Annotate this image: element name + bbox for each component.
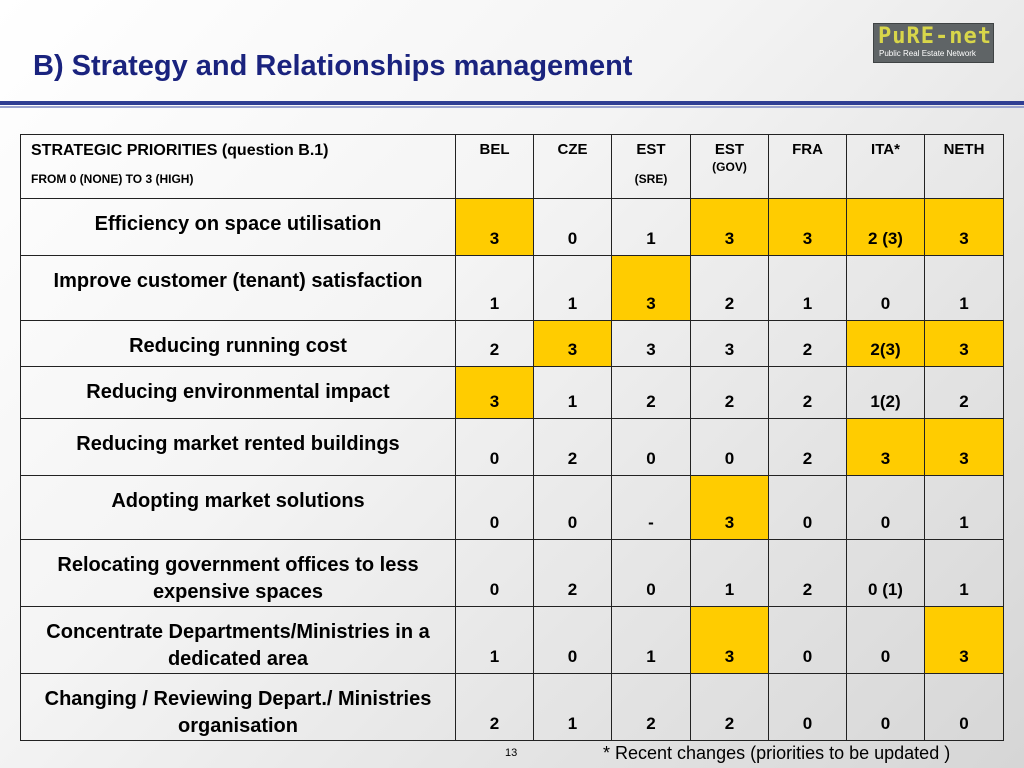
row-label: Reducing running cost: [21, 321, 456, 367]
value-cell: 2: [456, 321, 534, 367]
value-cell: 3: [534, 321, 612, 367]
value-cell: 1: [925, 476, 1004, 540]
value-cell: -: [612, 476, 691, 540]
row-label: Concentrate Departments/Ministries in a dedicated area: [21, 607, 456, 674]
value-cell: 3: [612, 321, 691, 367]
value-cell: 0: [612, 419, 691, 476]
value-cell: 0: [847, 256, 925, 321]
value-cell: 1: [925, 540, 1004, 607]
page-title: B) Strategy and Relationships management: [33, 50, 633, 82]
value-cell: 3: [691, 199, 769, 256]
value-cell: 1: [534, 256, 612, 321]
value-cell: 2: [456, 674, 534, 741]
col-header-label: BEL: [479, 141, 510, 158]
value-cell: 1: [612, 607, 691, 674]
value-cell: 2: [534, 419, 612, 476]
col-header-neth: [925, 135, 1004, 199]
priorities-table: [20, 134, 1004, 741]
value-cell: 0: [769, 674, 847, 741]
value-cell: 0: [612, 540, 691, 607]
value-cell: 2: [769, 540, 847, 607]
table-row: [21, 256, 1004, 321]
col-header-label: FRA: [792, 141, 823, 158]
col-header-fra: [769, 135, 847, 199]
value-cell: 2 (3): [847, 199, 925, 256]
value-cell: 3: [925, 199, 1004, 256]
row-label: Efficiency on space utilisation: [21, 199, 456, 256]
value-cell: 3: [691, 321, 769, 367]
value-cell: 3: [456, 367, 534, 419]
table-row: [21, 419, 1004, 476]
header-subtitle: FROM 0 (NONE) TO 3 (HIGH): [31, 172, 194, 186]
value-cell: 2: [769, 321, 847, 367]
col-header-sub: (SRE): [634, 172, 668, 186]
col-header-label: EST: [714, 141, 745, 158]
page-number: 13: [505, 747, 518, 759]
value-cell: 2(3): [847, 321, 925, 367]
col-header-est-sre: [612, 135, 691, 199]
table-row: [21, 321, 1004, 367]
value-cell: 1: [534, 367, 612, 419]
value-cell: 0: [456, 540, 534, 607]
value-cell: 0: [534, 607, 612, 674]
col-header-bel: [456, 135, 534, 199]
value-cell: 0 (1): [847, 540, 925, 607]
table-row: [21, 674, 1004, 741]
col-header-est-gov: [691, 135, 769, 199]
footnote: * Recent changes (priorities to be updated ): [603, 743, 951, 763]
value-cell: 3: [847, 419, 925, 476]
value-cell: 3: [769, 199, 847, 256]
value-cell: 2: [925, 367, 1004, 419]
value-cell: 2: [612, 367, 691, 419]
value-cell: 0: [534, 476, 612, 540]
logo-subtitle: Public Real Estate Network: [879, 49, 976, 58]
col-header-cze: [534, 135, 612, 199]
value-cell: 3: [691, 476, 769, 540]
table-row: [21, 476, 1004, 540]
col-header-sub: (GOV): [712, 160, 747, 174]
value-cell: 3: [925, 419, 1004, 476]
value-cell: 0: [769, 476, 847, 540]
value-cell: 3: [925, 607, 1004, 674]
title-rule: [0, 101, 1024, 105]
value-cell: 2: [691, 674, 769, 741]
value-cell: 1: [925, 256, 1004, 321]
col-header-label: NETH: [943, 141, 985, 158]
value-cell: 0: [847, 476, 925, 540]
col-header-label: ITA*: [871, 141, 900, 158]
value-cell: 0: [456, 419, 534, 476]
header-row: [21, 135, 1004, 199]
value-cell: 0: [847, 607, 925, 674]
table-row: [21, 367, 1004, 419]
value-cell: 0: [456, 476, 534, 540]
logo-text: PuRE-net: [878, 24, 992, 49]
value-cell: 1: [456, 607, 534, 674]
row-label: Improve customer (tenant) satisfaction: [21, 256, 456, 321]
value-cell: 0: [691, 419, 769, 476]
table-row: [21, 199, 1004, 256]
value-cell: 2: [769, 367, 847, 419]
col-header-label: CZE: [557, 141, 588, 158]
value-cell: 0: [769, 607, 847, 674]
value-cell: 1(2): [847, 367, 925, 419]
header-title: STRATEGIC PRIORITIES (question B.1): [31, 142, 329, 159]
value-cell: 2: [769, 419, 847, 476]
value-cell: 0: [925, 674, 1004, 741]
pure-net-logo: [873, 23, 994, 63]
value-cell: 2: [691, 256, 769, 321]
value-cell: 1: [534, 674, 612, 741]
row-label: Adopting market solutions: [21, 476, 456, 540]
value-cell: 2: [691, 367, 769, 419]
row-label: Reducing market rented buildings: [21, 419, 456, 476]
col-header-label: EST: [636, 141, 666, 158]
value-cell: 3: [925, 321, 1004, 367]
row-label: Relocating government offices to less expensive spaces: [21, 540, 456, 607]
table-row: [21, 607, 1004, 674]
value-cell: 3: [612, 256, 691, 321]
value-cell: 2: [534, 540, 612, 607]
row-label: Changing / Reviewing Depart./ Ministries organisation: [21, 674, 456, 741]
value-cell: 3: [456, 199, 534, 256]
value-cell: 2: [612, 674, 691, 741]
value-cell: 3: [691, 607, 769, 674]
value-cell: 1: [769, 256, 847, 321]
value-cell: 1: [456, 256, 534, 321]
col-header-ita: [847, 135, 925, 199]
value-cell: 1: [691, 540, 769, 607]
value-cell: 0: [534, 199, 612, 256]
table-row: [21, 540, 1004, 607]
value-cell: 1: [612, 199, 691, 256]
row-label: Reducing environmental impact: [21, 367, 456, 419]
header-corner: [21, 135, 456, 199]
title-rule-light: [0, 106, 1024, 108]
value-cell: 0: [847, 674, 925, 741]
